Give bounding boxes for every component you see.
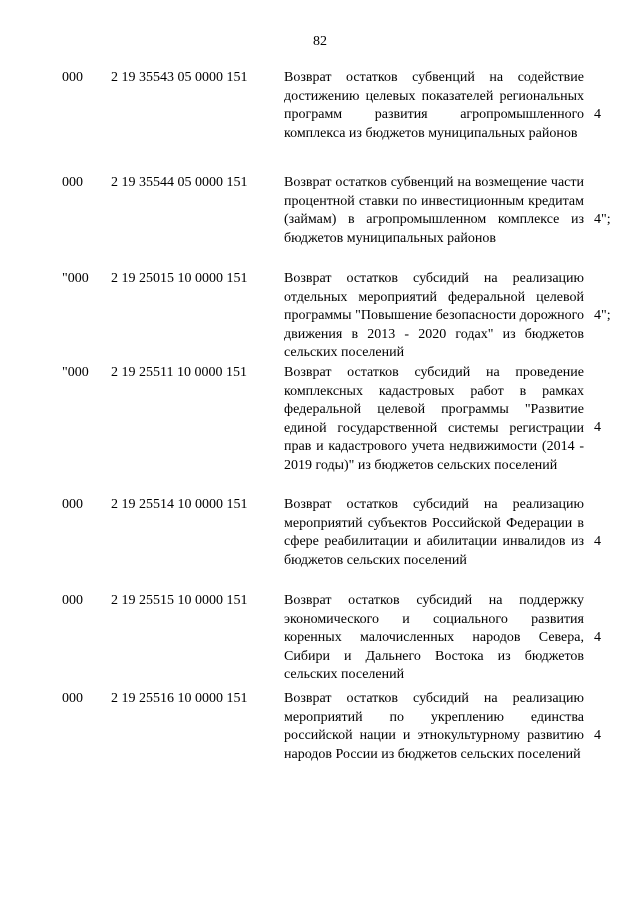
admin-code: 000	[62, 593, 83, 608]
row-description: Возврат остатков субсидий на поддержку экономического и социального развития коренных малочисленных народов Севера, Сибири и Дальнего Востока из бюджетов сельских поселений	[284, 593, 584, 683]
admin-code: 000	[62, 175, 83, 190]
kbk-code: 2 19 25511 10 0000 151	[111, 365, 247, 380]
row-description: Возврат остатков субвенций на содействие достижению целевых показателей региональных программ развития агропромышленного комплекса из бюджетов муниципальных районов	[284, 70, 584, 141]
row-value: 4	[594, 630, 601, 645]
admin-code: "000	[62, 271, 89, 286]
kbk-code: 2 19 25514 10 0000 151	[111, 497, 248, 512]
row-description: Возврат остатков субсидий на реализацию отдельных мероприятий федеральной целевой программы "Повышение безопасности дорожного движения в 2013 - 2020 годах" из бюджетов сельских поселений	[284, 271, 584, 361]
page-number: 82	[313, 34, 327, 49]
row-value: 4	[594, 107, 601, 122]
kbk-code: 2 19 25515 10 0000 151	[111, 593, 248, 608]
row-value: 4";	[594, 212, 611, 227]
kbk-code: 2 19 35543 05 0000 151	[111, 70, 248, 85]
table-row	[0, 364, 640, 496]
row-description: Возврат остатков субсидий на реализацию мероприятий по укреплению единства российской нации и этнокультурному развитию народов России из бюджетов сельских поселений	[284, 691, 584, 762]
table-row	[0, 174, 640, 270]
admin-code: 000	[62, 70, 83, 85]
row-description: Возврат остатков субсидий на проведение комплексных кадастровых работ в рамках федеральной целевой программы "Развитие единой государственной системы регистрации прав и кадастрового учета недвижимости (2014 - 2019 годы)" из бюджетов сельских поселений	[284, 365, 584, 473]
admin-code: 000	[62, 497, 83, 512]
kbk-code: 2 19 25516 10 0000 151	[111, 691, 248, 706]
kbk-code: 2 19 35544 05 0000 151	[111, 175, 248, 190]
table-row	[0, 69, 640, 174]
table-row	[0, 690, 640, 786]
table-row	[0, 270, 640, 364]
table-row	[0, 592, 640, 690]
row-value: 4	[594, 534, 601, 549]
admin-code: 000	[62, 691, 83, 706]
row-description: Возврат остатков субвенций на возмещение части процентной ставки по инвестиционным кредитам (займам) в агропромышленном комплексе из бюджетов муниципальных районов	[284, 175, 584, 246]
budget-classification-table	[0, 69, 640, 786]
row-value: 4	[594, 728, 601, 743]
admin-code: "000	[62, 365, 89, 380]
row-value: 4	[594, 420, 601, 435]
row-description: Возврат остатков субсидий на реализацию мероприятий субъектов Российской Федерации в сфере реабилитации и абилитации инвалидов из бюджетов сельских поселений	[284, 497, 584, 568]
table-row	[0, 496, 640, 592]
kbk-code: 2 19 25015 10 0000 151	[111, 271, 248, 286]
row-value: 4";	[594, 308, 611, 323]
